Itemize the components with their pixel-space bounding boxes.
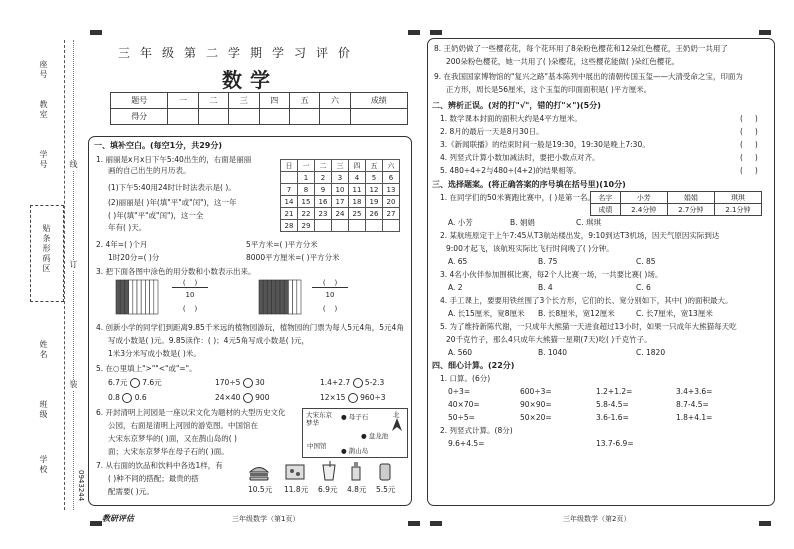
q3: 3. 把下面各图中涂色的用分数和小数表示出来。 [96,267,256,276]
calendar-day [349,220,366,232]
q2-a: 2. 4年=( )个月 [96,240,148,249]
q8-a: 8. 王奶奶做了一些樱花花，每个花环用了8朵粉色樱花和12朵红色樱花，王奶奶一共用了 [434,44,728,53]
compare-item: 170÷5 30 [215,378,265,387]
oral-calc-item: 0÷3= [448,387,471,396]
choice-1-stem: 1. 在同学们的50米赛跑比赛中，( )是第一名。 [440,193,595,202]
registration-mark [430,30,442,35]
choice-option[interactable]: B. 1040 [538,348,568,357]
fraction-strip [284,280,288,314]
score-head: 四 [259,93,289,109]
calendar-day: 3 [332,172,349,184]
fraction-figure-2 [258,279,302,315]
calendar-day: 28 [281,220,298,232]
q4-b: 写成小数是( )元。9.85读作：( )；4元5角写成小数是( )元， [108,336,309,345]
score-table [110,92,408,125]
calendar-weekday: 四 [349,160,366,172]
q1-line-a: 1. 丽丽是x月x日下午5:40出生的，右面是丽丽 [96,155,252,164]
calendar-day: 26 [366,208,383,220]
oral-calc-item: 90×90= [520,400,552,409]
price-label: 10.5元 [248,485,273,494]
choice-option[interactable]: B. 娟娟 [510,218,535,227]
oral-calc-item: 600÷3= [520,387,552,396]
calendar-day: 23 [315,208,332,220]
calendar-day: 4 [349,172,366,184]
fraction-strip [124,280,128,314]
vertical-calc-item: 13.7-6.9= [596,439,634,448]
calendar-day: 2 [315,172,332,184]
q2-d: 8000平方厘米=( )平方分米 [246,253,340,262]
choice-option[interactable]: B. 长8厘米，宽12厘米 [538,309,615,318]
section-1-title: 一、填补空白。(每空1分，共29分) [94,141,223,150]
compare-circle[interactable] [243,393,253,403]
page-number-2: 三年级数学（第2页） [563,515,631,523]
compare-item: 12×15 960÷3 [320,393,386,402]
bubble-tea-icon [320,461,338,481]
calendar-day: 20 [383,196,400,208]
calendar-weekday: 二 [315,160,332,172]
label-school: 学校 [39,455,48,475]
fraction-strip [263,280,267,314]
oral-calc-item: 8.7-4.5= [676,400,709,409]
choice-option[interactable]: A. 65 [448,257,468,266]
compare-circle[interactable] [353,378,363,388]
q8-b: 200朵粉色樱花，她一共用了( )朵樱花，这些樱花能做( )朵红色樱花。 [446,57,680,66]
fraction-strip [297,280,301,314]
oral-calc-item: 1.2+1.2= [596,387,633,396]
score-cell[interactable] [320,109,350,125]
label-student-no: 学号 [39,150,48,170]
q6-d: 面；大宋东京梦华在母子石的( )面。 [108,447,229,456]
calendar-day: 18 [349,196,366,208]
fraction-strip [280,280,284,314]
calendar-day: 12 [366,184,383,196]
choice-option[interactable]: B. 75 [538,257,558,266]
judge-blank[interactable]: ( ) [740,166,758,175]
q1-line-d: (2)丽丽是( )年(填"平"或"闰")，这一年 [108,198,237,207]
judge-blank[interactable]: ( ) [740,114,758,123]
q1-line-e: ( )年(填"平"或"闰")，这一全 [108,211,204,220]
fraction-strip [145,280,149,314]
cut-line [73,40,74,510]
price-label: 4.8元 [347,485,367,494]
q5: 5. 在○里填上">""<"或"="。 [96,364,197,373]
calendar-day: 6 [383,172,400,184]
fraction-strip [259,280,263,314]
calendar-day: 17 [332,196,349,208]
calendar-day: 5 [366,172,383,184]
price-label: 11.8元 [284,485,309,494]
birth-month-calendar [280,159,400,232]
dashed-line [64,40,65,510]
q1-line-c: (1)下午5:40用24时计时法表示是( )。 [108,183,236,192]
q4-c: 1米3分米写成小数是( )米。 [108,349,201,358]
choice-option[interactable]: C. 85 [636,257,656,266]
judge-item-1: 1. 数学课本封面的面积大约是4平方厘米。 [440,114,582,123]
q9-a: 9. 在我国国家博物馆的"复兴之路"基本陈列中展出的清朝传国玉玺——大清受命之宝，印面为 [434,72,743,81]
calendar-day: 24 [332,208,349,220]
q4-a: 4. 创新小学的同学们到距离9.85千米远的植物园游玩，植物园的门票为每人5元4角，5元4角 [96,323,404,332]
fraction-strip [154,280,158,314]
score-head: 三 [229,93,259,109]
registration-mark [759,521,771,526]
calendar-day: 19 [366,196,383,208]
compare-circle[interactable] [348,393,358,403]
compare-circle[interactable] [243,378,253,388]
calendar-weekday: 日 [281,160,298,172]
choice-option[interactable]: C. 琪琪 [576,218,602,227]
calendar-day [332,220,349,232]
label-class: 班级 [39,400,48,420]
compare-item: 24×40 900 [215,393,270,402]
cut-label-3: 装 [69,380,78,390]
section-3-title: 三、选择题案。(将正确答案的序号填在括号里)(10分) [432,180,626,189]
oral-calc-item: 50÷5= [448,413,475,422]
pizza-icon [284,463,306,481]
choice-2-a: 2. 某航班原定于上午7:45从T3航站楼出发，9:10到达T3机场，因天气原因实际到达 [440,231,720,240]
fraction-strip [137,280,141,314]
oral-calc-item: 40×70= [448,400,480,409]
judge-item-5: 5. 480÷4÷2与480÷(4+2)的结果相等。 [440,166,581,175]
score-cell[interactable] [350,109,407,125]
score-cell[interactable] [168,109,198,125]
north-arrow-icon [391,418,403,432]
calendar-weekday: 一 [298,160,315,172]
calendar-day: 9 [315,184,332,196]
score-cell[interactable] [289,109,319,125]
fraction-strip [120,280,124,314]
page-number-1: 三年级数学（第1页） [232,515,300,523]
judge-blank[interactable]: ( ) [740,140,758,149]
score-head: 成绩 [350,93,407,109]
score-cell[interactable] [198,109,228,125]
judge-item-3: 3.《新闻联播》的结束时间一般是19:30，19:30是晚上7:30。 [440,140,650,149]
calendar-day: 27 [383,208,400,220]
race-results-table: 名字 小芳 娟娟 琪琪 成绩 2.4分钟 2.7分钟 2.1分钟 [590,191,762,216]
choice-option[interactable]: A. 小芳 [448,218,473,227]
registration-mark [408,521,420,526]
q6-c: 大宋东京梦华的( )面，又在鹊山岛的( ) [108,434,237,443]
fraction-blank-num[interactable]: ( ) [172,279,208,288]
decimal-blank[interactable]: ( ) [182,305,198,313]
section-4-title: 四、细心计算。(22分) [432,361,515,370]
calendar-weekday: 六 [383,160,400,172]
barcode-area: 贴条形码区 [30,205,64,302]
q6-b: 公园，右面是清明上河园的游览图。中国馆在 [108,421,258,430]
oral-calc-item: 3.6-1.6= [596,413,629,422]
judge-item-2: 2. 8月的最后一天是8月30日。 [440,127,544,136]
registration-mark [90,521,102,526]
exam-title: 三年级第二学期学习评价 [118,46,361,60]
compare-circle[interactable] [130,378,140,388]
registration-mark [408,30,420,35]
q7-a: 7. 从右面的饮品和饮料中各选1样，有 [96,461,223,470]
label-room: 教室 [39,100,48,120]
oral-calc-item: 5.8-4.5= [596,400,629,409]
choice-option[interactable]: A. 2 [448,283,463,292]
q2-c: 1时20分=( )分 [108,253,160,262]
score-head: 二 [198,93,228,109]
price-label: 5.5元 [376,485,396,494]
calendar-day [366,220,383,232]
calendar-day [383,220,400,232]
compare-item: 6.7元 7.6元 [108,378,162,387]
park-map [302,408,408,458]
score-cell[interactable] [229,109,259,125]
score-head: 题号 [111,93,168,109]
oral-calc-item: 3.4+3.6= [676,387,713,396]
subject-title: 数学 [222,68,278,92]
calendar-day: 13 [383,184,400,196]
price-label: 6.9元 [318,485,338,494]
calendar-day: 15 [298,196,315,208]
fraction-blank-num[interactable]: ( ) [312,279,348,288]
compare-item: 1.4+2.7 5-2.3 [320,378,385,387]
calendar-day: 10 [332,184,349,196]
q7-c: 配需要( )元。 [108,487,154,496]
q2-b: 5平方米=( )平方分米 [246,240,318,249]
choice-option[interactable]: A. 长15厘米，宽8厘米 [448,309,525,318]
soda-can-icon [377,461,393,481]
label-class-no: 座号 [39,60,48,80]
label-name: 姓名 [39,340,48,360]
fraction-strip [129,280,133,314]
juice-bottle-icon [348,461,364,481]
calendar-day: 21 [281,208,298,220]
calendar-day: 11 [349,184,366,196]
choice-option[interactable]: C. 长7厘米，宽13厘米 [636,309,713,318]
fraction-figure-1 [115,279,159,315]
fraction-strip [150,280,154,314]
oral-calc-item: 1.8+4.1= [676,413,713,422]
fraction-strip [293,280,297,314]
fraction-strip [276,280,280,314]
choice-3-stem: 3. 4名小伙伴参加围棋比赛，每2个人比赛一场，一共要比赛( )场。 [440,270,663,279]
q7-b: ( )种不同的搭配；最贵的搭 [108,474,199,483]
fraction-den: 10 [185,291,195,299]
score-head: 一 [168,93,198,109]
fraction-strip [116,280,120,314]
choice-option[interactable]: A. 560 [448,348,473,357]
map-place-dream: 大宋东京梦华 [306,411,332,427]
compare-circle[interactable] [122,393,132,403]
map-place-pavilion: 中国馆 [307,442,327,450]
cut-label-1: 线 [69,160,78,170]
calendar-day [281,172,298,184]
calendar-weekday: 三 [332,160,349,172]
calendar-day: 25 [349,208,366,220]
score-cell[interactable] [259,109,289,125]
q1-line-b: 画的自己出生的月历表。 [108,166,191,175]
registration-mark [759,30,771,35]
fraction-strip [272,280,276,314]
serial-number: 0943244 [77,470,85,502]
judge-item-4: 4. 列竖式计算小数加减法时，要把小数点对齐。 [440,153,600,162]
map-place-island: ● 鹊山岛 [341,447,369,455]
q9-b: 正方形，周长是56厘米，这个玉玺的印面面积是( )平方厘米。 [446,85,652,94]
hamburger-icon [248,463,270,481]
north-label: 北 [393,411,400,419]
vertical-calc-title: 2. 列竖式计算。(8分) [440,426,513,435]
brand-logo: 教研评估 [102,514,134,523]
choice-option[interactable]: B. 4 [538,283,553,292]
choice-option[interactable]: C. 1820 [636,348,666,357]
section-2-title: 二、辨析正误。(对的打"√"，错的打"×")(5分) [432,101,601,110]
compare-item: 0.8 0.6 [108,393,147,402]
calendar-day: 8 [298,184,315,196]
registration-mark [430,521,442,526]
judge-blank[interactable]: ( ) [740,153,758,162]
choice-4-stem: 4. 手工课上，要要用铁丝围了3个长方形，它们的长、宽分别如下，其中( )的面积最大。 [440,296,733,305]
oral-calc-item: 50×20= [520,413,552,422]
choice-option[interactable]: C. 6 [636,283,651,292]
q1-line-f: 年有( )天。 [108,223,147,232]
calendar-day: 7 [281,184,298,196]
score-label: 得分 [111,109,168,125]
fraction-strip [133,280,137,314]
fraction-strip [267,280,271,314]
choice-5-a: 5. 为了维持新陈代谢，一只成年大熊猫一天进食超过13小时，如果一只成年大熊猫每天吃 [440,322,737,331]
fraction-strip [288,280,292,314]
vertical-calc-item: 9.6+4.5= [448,439,485,448]
calendar-day: 22 [298,208,315,220]
calendar-day: 14 [281,196,298,208]
calendar-day: 29 [298,220,315,232]
calendar-day [315,220,332,232]
score-head: 五 [289,93,319,109]
choice-5-b: 20千克竹子，那么4只成年大熊猫一星期(7天)吃( )千克竹子。 [446,335,652,344]
map-place-pond: ● 盘龙池 [361,432,389,440]
map-place-stone: ● 母子石 [341,413,369,421]
choice-2-b: 9:00才起飞，该航班实际比飞行时间晚了( )分钟。 [446,244,614,253]
score-head: 六 [320,93,350,109]
fraction-den: 10 [325,291,335,299]
decimal-blank[interactable]: ( ) [322,305,338,313]
oral-calc-title: 1. 口算。(6分) [440,374,491,383]
registration-mark [90,30,102,35]
fraction-strip [141,280,145,314]
judge-blank[interactable]: ( ) [740,127,758,136]
calendar-day: 1 [298,172,315,184]
calendar-weekday: 五 [366,160,383,172]
calendar-day: 16 [315,196,332,208]
cut-label-2: 订 [69,260,78,270]
q6-a: 6. 开封清明上河园是一座以宋文化为题材的大型历史文化 [96,408,286,417]
